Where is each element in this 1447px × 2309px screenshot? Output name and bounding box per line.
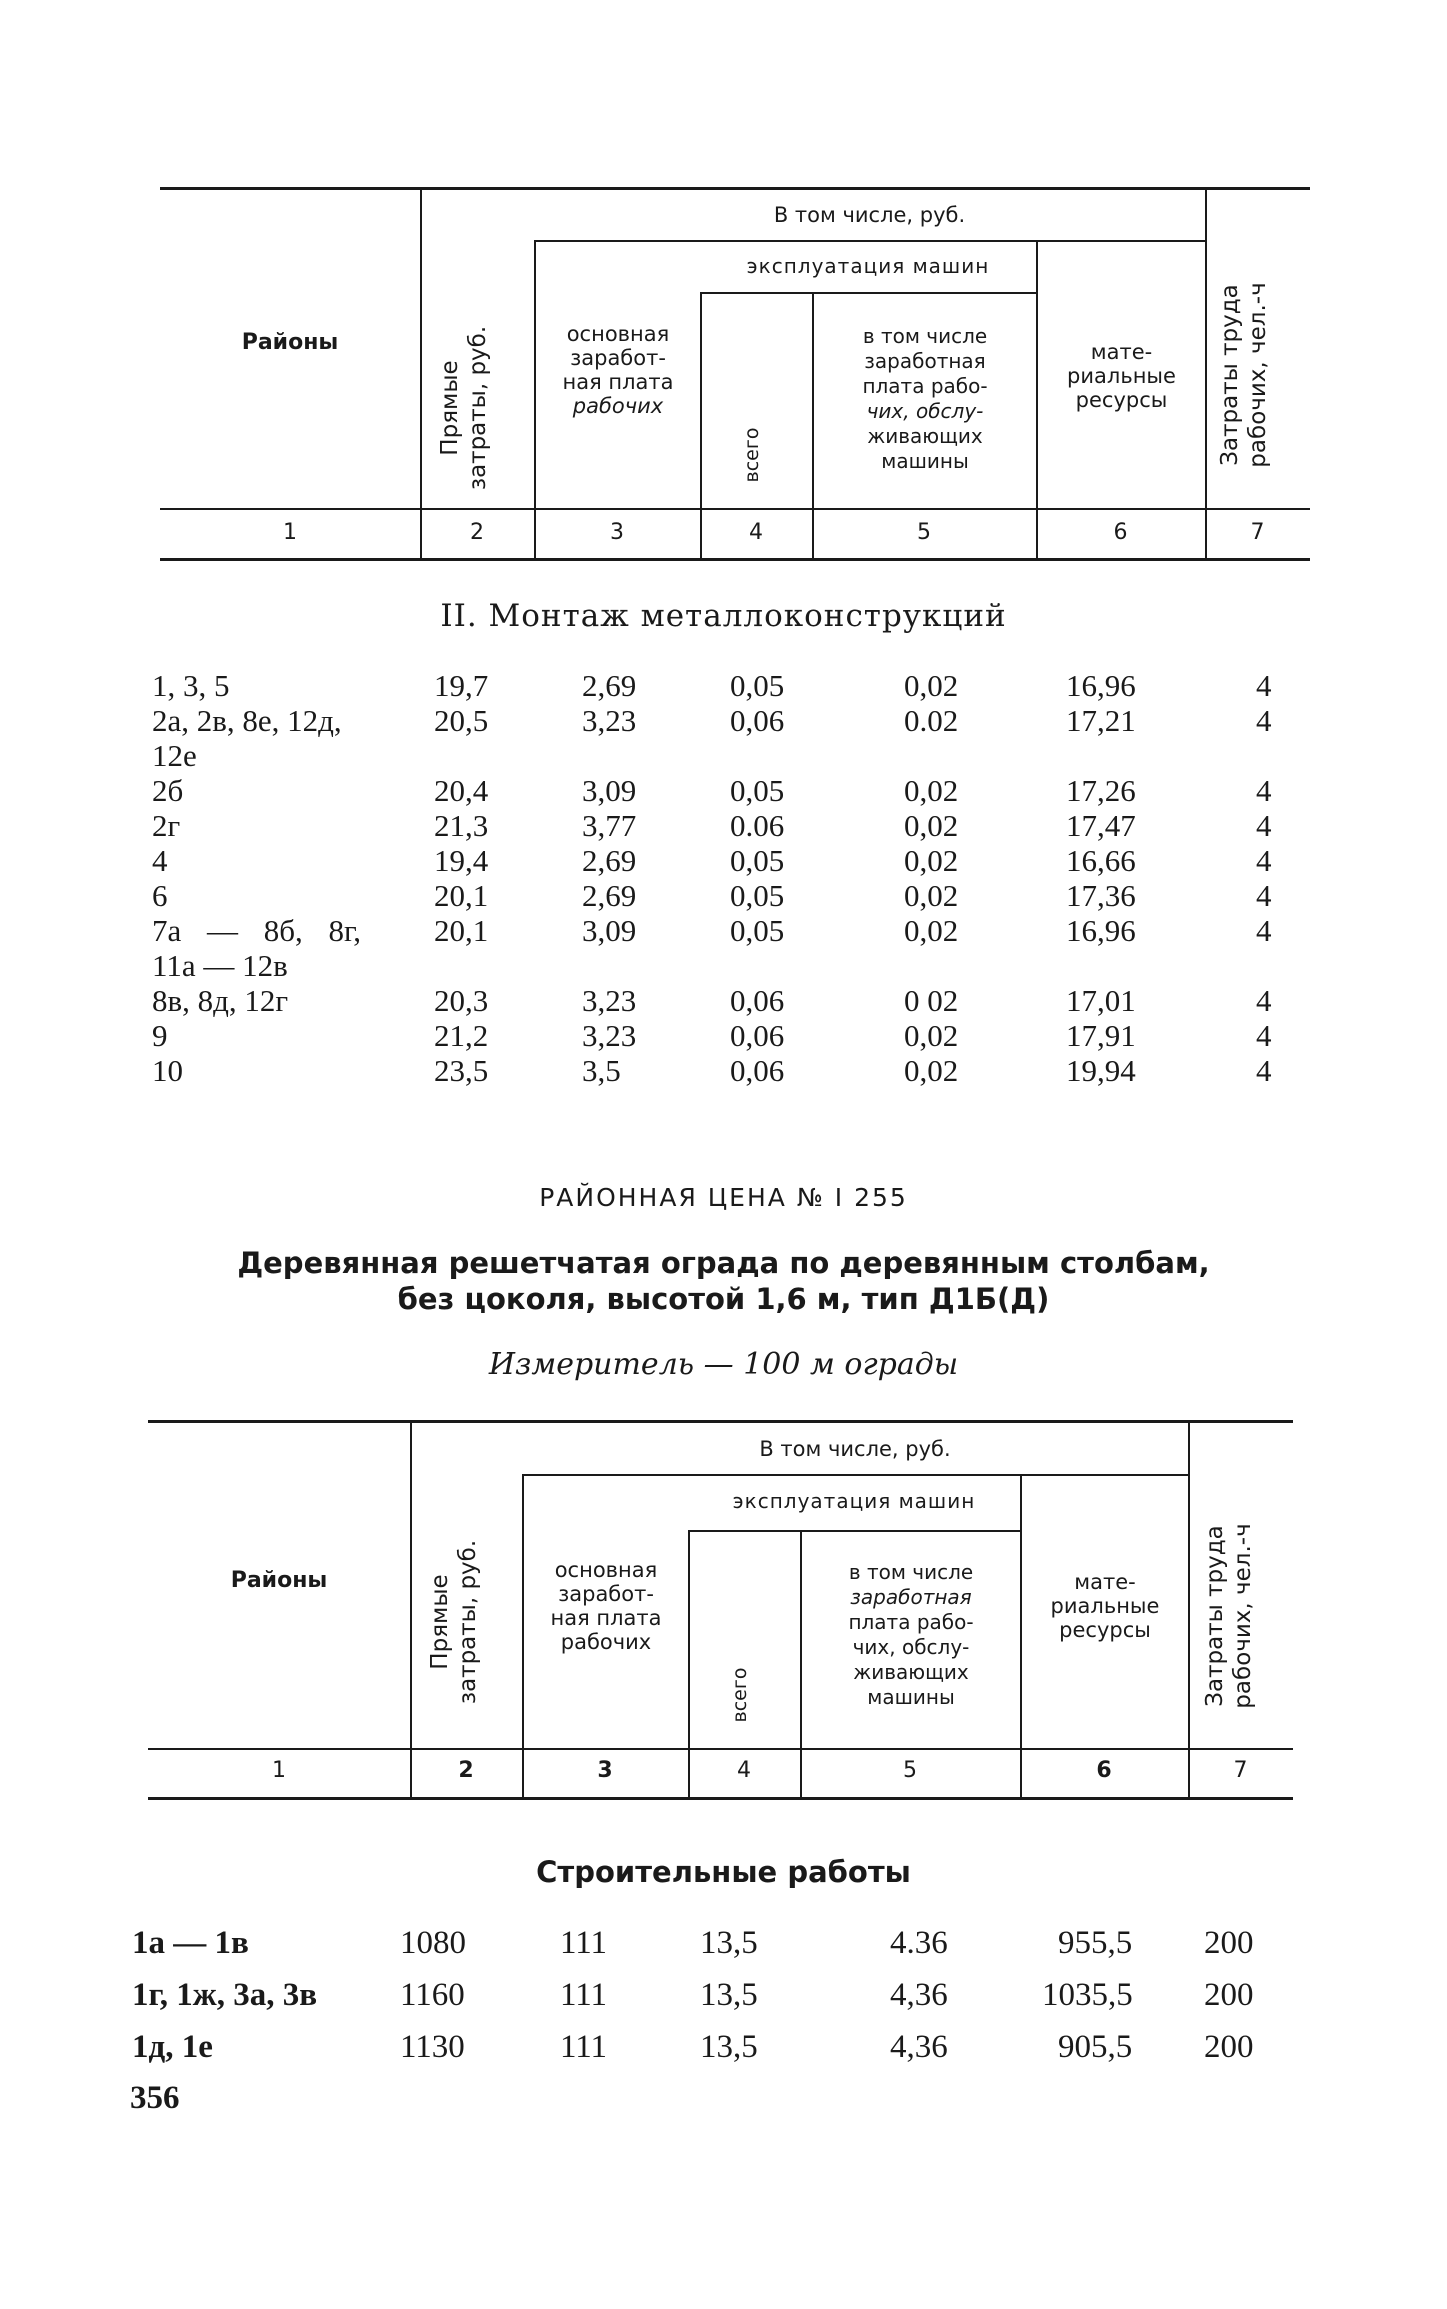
header-num-7: 7 bbox=[1250, 520, 1265, 545]
header-col-base-wage: основная заработ- ная плата рабочих bbox=[562, 322, 674, 419]
header-num-4: 4 bbox=[749, 520, 763, 545]
header-num-2: 2 bbox=[470, 520, 484, 545]
cell-machine-wage: 0,02 bbox=[904, 1053, 959, 1088]
cell-materials: 955,5 bbox=[1058, 1925, 1133, 1961]
cell-labor: 200 bbox=[1204, 1925, 1254, 1961]
price-title-line1: Деревянная решетчатая ограда по деревянным столбам, bbox=[237, 1246, 1210, 1280]
section2-title: Строительные работы bbox=[536, 1855, 911, 1889]
cell-materials: 17,36 bbox=[1066, 878, 1136, 913]
cell-total: 13,5 bbox=[700, 2029, 758, 2065]
cell-wage: 3,5 bbox=[582, 1053, 621, 1088]
header2-col-direct-costs: Прямые затраты, руб. bbox=[427, 1539, 481, 1705]
cell-total: 0,05 bbox=[730, 913, 785, 948]
cell-labor: 4 bbox=[1256, 703, 1272, 738]
header2-col-materials: мате- риальные ресурсы bbox=[1050, 1570, 1160, 1643]
header-col-labor: Затраты труда рабочих, чел.-ч bbox=[1217, 282, 1271, 468]
cell-total: 13,5 bbox=[700, 1977, 758, 2013]
header2-group-in-rubles: В том числе, руб. bbox=[759, 1437, 951, 1461]
cell-wage: 3,23 bbox=[582, 703, 637, 738]
header2-num-3: 3 bbox=[597, 1758, 613, 1783]
cell-direct: 20,4 bbox=[434, 773, 489, 808]
cell-labor: 4 bbox=[1256, 773, 1272, 808]
cell-wage: 2,69 bbox=[582, 668, 637, 703]
cell-total: 0,06 bbox=[730, 1053, 785, 1088]
cell-machine-wage: 0,02 bbox=[904, 913, 959, 948]
price-title-line2: без цоколя, высотой 1,6 м, тип Д1Б(Д) bbox=[397, 1282, 1050, 1316]
header-num-6: 6 bbox=[1113, 520, 1128, 545]
table-row bbox=[0, 1977, 1447, 2017]
cell-region: 10 bbox=[152, 1053, 183, 1088]
cell-wage: 111 bbox=[560, 1977, 608, 2013]
cell-wage: 111 bbox=[560, 1925, 608, 1961]
header-col-machine-wage: в том числе заработная плата рабо- чих, обслу- живающих машины bbox=[862, 324, 988, 473]
cell-direct: 19,7 bbox=[434, 668, 489, 703]
cell-region: 2а, 2в, 8е, 12д, bbox=[152, 703, 342, 738]
header2-col-base-wage: основная заработ- ная плата рабочих bbox=[550, 1558, 662, 1655]
cell-direct: 20,5 bbox=[434, 703, 489, 738]
header2-col-labor: Затраты труда рабочих, чел.-ч bbox=[1202, 1523, 1256, 1709]
cell-region-cont: 11а — 12в bbox=[152, 948, 288, 983]
cell-direct: 20,1 bbox=[434, 913, 489, 948]
cell-wage: 3,23 bbox=[582, 1018, 637, 1053]
cell-machine-wage: 0.02 bbox=[904, 703, 959, 738]
header-col-materials: мате- риальные ресурсы bbox=[1067, 340, 1176, 413]
cell-wage: 2,69 bbox=[582, 878, 637, 913]
cell-labor: 4 bbox=[1256, 983, 1272, 1018]
cell-materials: 17,91 bbox=[1066, 1018, 1136, 1053]
cell-materials: 1035,5 bbox=[1042, 1977, 1133, 2013]
cell-machine-wage: 0,02 bbox=[904, 773, 959, 808]
cell-direct: 1130 bbox=[400, 2029, 465, 2065]
cell-total: 0,05 bbox=[730, 878, 785, 913]
cell-region: 9 bbox=[152, 1018, 168, 1053]
header2-col-machine-wage: в том числе заработная плата рабо- чих, обслу- живающих машины bbox=[848, 1560, 974, 1709]
cell-region: 4 bbox=[152, 843, 168, 878]
cell-materials: 19,94 bbox=[1066, 1053, 1136, 1088]
header-col-direct-costs: Прямые затраты, руб. bbox=[437, 325, 491, 491]
cell-total: 0.06 bbox=[730, 808, 785, 843]
cell-labor: 4 bbox=[1256, 668, 1272, 703]
header-col-total: всего bbox=[741, 427, 763, 483]
cell-direct: 20,3 bbox=[434, 983, 489, 1018]
header-col-regions: Районы bbox=[241, 330, 339, 355]
price-measure: Измеритель — 100 м ограды bbox=[488, 1347, 959, 1382]
cell-machine-wage: 4,36 bbox=[890, 2029, 948, 2065]
table-row bbox=[0, 1925, 1447, 1965]
cell-labor: 4 bbox=[1256, 1018, 1272, 1053]
page-number: 356 bbox=[130, 2080, 180, 2116]
cell-total: 0,05 bbox=[730, 668, 785, 703]
cell-region: 1а — 1в bbox=[132, 1925, 249, 1961]
header2-col-regions: Районы bbox=[230, 1568, 328, 1593]
cell-machine-wage: 4.36 bbox=[890, 1925, 948, 1961]
cell-wage: 3,09 bbox=[582, 773, 637, 808]
cell-labor: 4 bbox=[1256, 878, 1272, 913]
cell-region: 2б bbox=[152, 773, 184, 808]
cell-materials: 17,01 bbox=[1066, 983, 1136, 1018]
cell-region: 1д, 1е bbox=[132, 2029, 213, 2065]
cell-direct: 1160 bbox=[400, 1977, 465, 2013]
cell-wage: 111 bbox=[560, 2029, 608, 2065]
cell-region: 2г bbox=[152, 808, 181, 843]
cell-machine-wage: 0,02 bbox=[904, 1018, 959, 1053]
cell-region: 6 bbox=[152, 878, 168, 913]
cell-machine-wage: 0 02 bbox=[904, 983, 959, 1018]
cell-machine-wage: 0,02 bbox=[904, 843, 959, 878]
cell-wage: 3,09 bbox=[582, 913, 637, 948]
cell-region: 1, 3, 5 bbox=[152, 668, 230, 703]
cell-materials: 16,96 bbox=[1066, 668, 1136, 703]
header-num-1: 1 bbox=[283, 520, 297, 545]
cell-total: 0,05 bbox=[730, 843, 785, 878]
cell-direct: 20,1 bbox=[434, 878, 489, 913]
cell-total: 0,06 bbox=[730, 703, 785, 738]
cell-total: 0,06 bbox=[730, 1018, 785, 1053]
cell-region-cont: 12е bbox=[152, 738, 197, 773]
cell-total: 0,05 bbox=[730, 773, 785, 808]
cell-labor: 4 bbox=[1256, 1053, 1272, 1088]
cell-materials: 16,66 bbox=[1066, 843, 1136, 878]
cell-materials: 905,5 bbox=[1058, 2029, 1133, 2065]
cell-labor: 200 bbox=[1204, 1977, 1254, 2013]
header2-num-6: 6 bbox=[1096, 1758, 1112, 1783]
header2-num-4: 4 bbox=[737, 1758, 751, 1783]
cell-materials: 17,21 bbox=[1066, 703, 1136, 738]
cell-direct: 23,5 bbox=[434, 1053, 489, 1088]
cell-labor: 4 bbox=[1256, 913, 1272, 948]
price-heading: РАЙОННАЯ ЦЕНА № I 255 bbox=[539, 1183, 908, 1212]
cell-machine-wage: 0,02 bbox=[904, 808, 959, 843]
cell-region: 7а — 8б, 8г, bbox=[152, 913, 361, 948]
header-group-in-rubles: В том числе, руб. bbox=[773, 203, 966, 227]
header2-num-2: 2 bbox=[458, 1758, 474, 1783]
cell-region: 8в, 8д, 12г bbox=[152, 983, 289, 1018]
cell-direct: 19,4 bbox=[434, 843, 489, 878]
cell-total: 0,06 bbox=[730, 983, 785, 1018]
cell-materials: 17,47 bbox=[1066, 808, 1136, 843]
cell-materials: 16,96 bbox=[1066, 913, 1136, 948]
cell-labor: 4 bbox=[1256, 843, 1272, 878]
cell-direct: 21,3 bbox=[434, 808, 489, 843]
header2-num-5: 5 bbox=[903, 1758, 917, 1783]
header2-col-total: всего bbox=[729, 1667, 751, 1723]
section1-title: II. Монтаж металлоконструкций bbox=[440, 598, 1007, 634]
cell-materials: 17,26 bbox=[1066, 773, 1136, 808]
cell-machine-wage: 0,02 bbox=[904, 878, 959, 913]
cell-total: 13,5 bbox=[700, 1925, 758, 1961]
header-machines: эксплуатация машин bbox=[746, 254, 990, 278]
cell-wage: 3,77 bbox=[582, 808, 637, 843]
header2-machines: эксплуатация машин bbox=[732, 1489, 976, 1513]
cell-labor: 4 bbox=[1256, 808, 1272, 843]
cell-direct: 1080 bbox=[400, 1925, 466, 1961]
header-num-3: 3 bbox=[610, 520, 624, 545]
cell-direct: 21,2 bbox=[434, 1018, 489, 1053]
cell-region: 1г, 1ж, 3а, 3в bbox=[132, 1977, 318, 2013]
cell-wage: 2,69 bbox=[582, 843, 637, 878]
cell-labor: 200 bbox=[1204, 2029, 1254, 2065]
header2-num-1: 1 bbox=[272, 1758, 286, 1783]
cell-machine-wage: 4,36 bbox=[890, 1977, 948, 2013]
table-row bbox=[0, 2029, 1447, 2069]
cell-wage: 3,23 bbox=[582, 983, 637, 1018]
cell-machine-wage: 0,02 bbox=[904, 668, 959, 703]
header2-num-7: 7 bbox=[1233, 1758, 1248, 1783]
header-num-5: 5 bbox=[917, 520, 931, 545]
